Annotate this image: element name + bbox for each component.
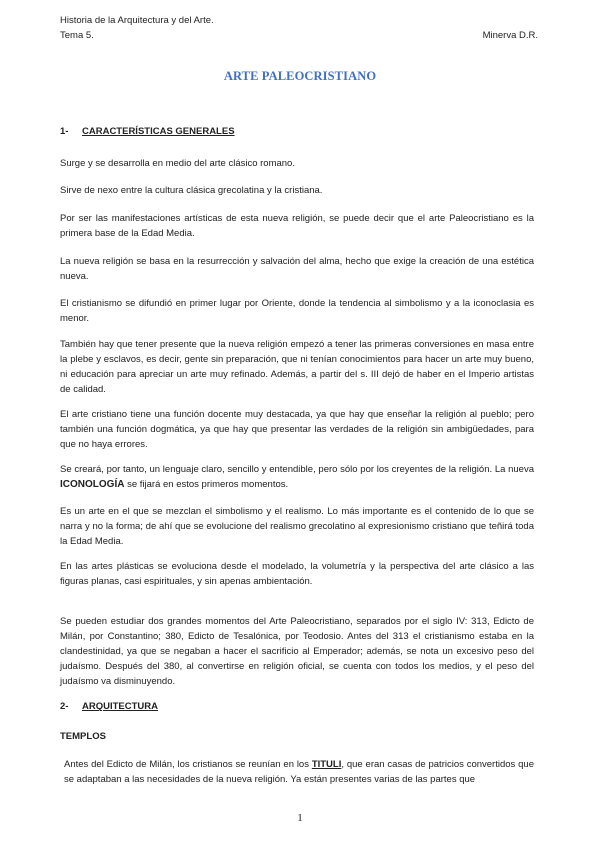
section-heading-2 (60, 701, 158, 712)
paragraph-1: Surge y se desarrolla en medio del arte clásico romano. (60, 158, 295, 169)
header-course: Historia de la Arquitectura y del Arte. (60, 15, 214, 26)
paragraph-12 (64, 757, 534, 787)
page-number: 1 (297, 812, 303, 824)
page-title: ARTE PALEOCRISTIANO (223, 69, 377, 83)
tituli-term: TITULI (311, 759, 342, 770)
paragraph-11: Se pueden estudiar dos grandes momentos del Arte Paleocristiano, separados por el siglo IV: 313, Edicto de Milán, por Constantino; 380, Edicto de Tesalónica, por Teodosio. Antes del 313 el cristianismo estaba en la clandestinidad, ya que se negaban a hacer el sacrificio al Emperador; además, se nota un excesivo peso del judaísmo. Después del 380, al convertirse en religión oficial, se cuenta con todos los medios, y el peso del judaísmo va disminuyendo. (60, 616, 534, 687)
subsection-heading-templos: TEMPLOS (60, 731, 106, 742)
paragraph-8 (60, 462, 534, 492)
paragraph-3: Por ser las manifestaciones artísticas de esta nueva religión, se puede decir que el arte Paleocristiano es la primera base de la Edad Media. (60, 213, 534, 239)
paragraph-8-text: Se creará, por tanto, un lenguaje claro, sencillo y entendible, pero sólo por los creyentes de la religión. La nueva (60, 464, 534, 475)
paragraph-7: El arte cristiano tiene una función docente muy destacada, ya que hay que enseñar la religión al pueblo; pero también una función dogmática, ya que hay que presentar las verdades de la religión sin ambigüedades, para que no haya errores. (60, 409, 534, 450)
paragraph-12-text-end: , que eran casas de patricios convertidos que se adaptaban a las necesidades de la nueva religión. Ya están presentes varias de las partes que (64, 759, 534, 785)
paragraph-10: En las artes plásticas se evoluciona desde el modelado, la volumetría y la perspectiva del arte clásico a las figuras planas, casi espirituales, y sin apenas ambientación. (60, 561, 534, 587)
header-topic: Tema 5. (60, 30, 94, 41)
section-heading-1 (60, 126, 235, 137)
paragraph-5: El cristianismo se difundió en primer lugar por Oriente, donde la tendencia al simbolismo y a la iconoclasia es menor. (60, 298, 534, 324)
header-author: Minerva D.R. (482, 30, 538, 41)
section-number-1: 1- (60, 126, 69, 137)
section-number-2: 2- (60, 701, 69, 712)
section-title-1: CARACTERÍSTICAS GENERALES (82, 126, 235, 137)
paragraph-8-text-end: se fijará en estos primeros momentos. (124, 479, 289, 490)
paragraph-4: La nueva religión se basa en la resurrección y salvación del alma, hecho que exige la creación de una estética nueva. (60, 256, 534, 282)
paragraph-9: Es un arte en el que se mezclan el simbolismo y el realismo. Lo más importante es el contenido de lo que se narra y no la forma; de ahí que se evolucione del realismo grecolatino al expresionismo cristiano que teñirá toda la Edad Media. (60, 506, 534, 547)
section-title-2: ARQUITECTURA (82, 701, 158, 712)
paragraph-12-text: Antes del Edicto de Milán, los cristianos se reunían en los (64, 759, 312, 770)
iconologia-term: ICONOLOGÍA (60, 479, 125, 490)
paragraph-2: Sirve de nexo entre la cultura clásica grecolatina y la cristiana. (60, 185, 323, 196)
paragraph-6: También hay que tener presente que la nueva religión empezó a tener las primeras conversiones en masa entre la plebe y esclavos, es decir, gente sin preparación, que ni tenían conocimientos para hacer un arte muy bueno, ni educación para apreciar un arte muy refinado. Además, a partir del s. III dejó de haber en el Imperio artistas de calidad. (60, 339, 534, 395)
